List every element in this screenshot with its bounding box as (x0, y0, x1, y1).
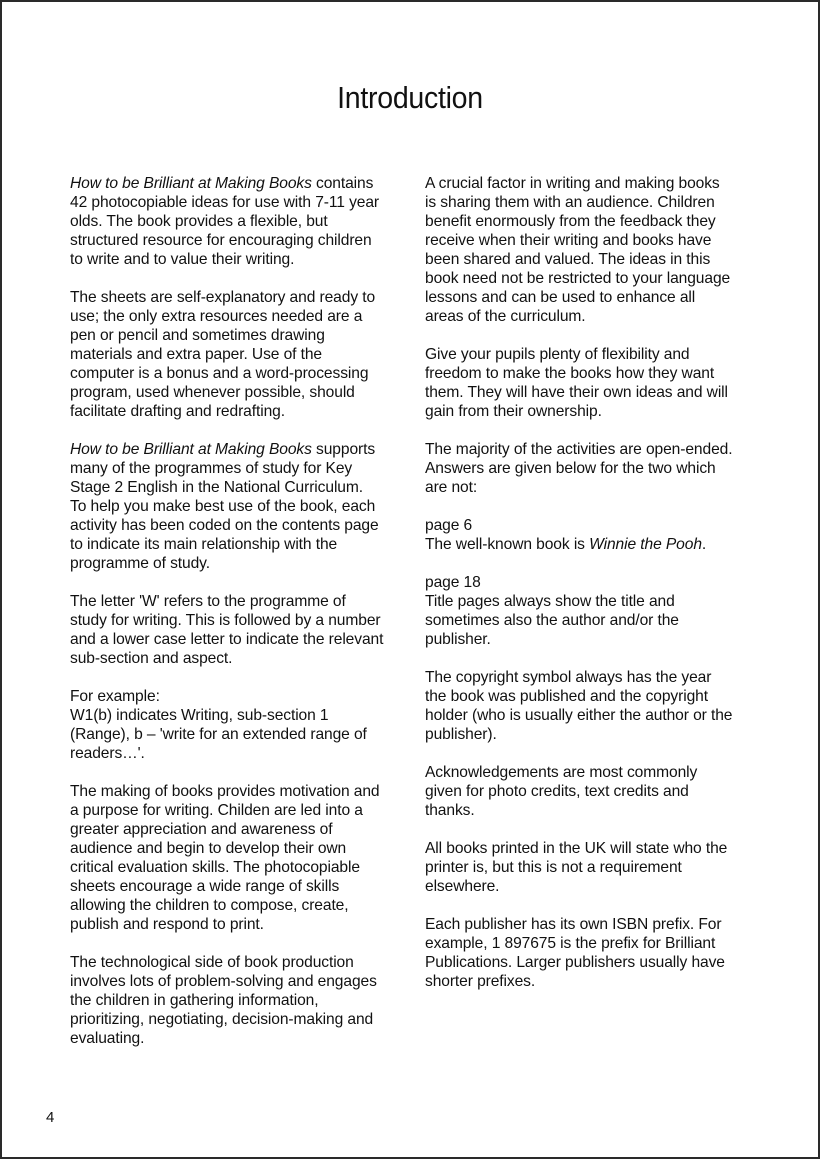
paragraph-example: For example: W1(b) indicates Writing, sub-section 1 (Range), b – 'write for an extended range of readers…'. (70, 688, 367, 762)
right-column (425, 174, 770, 1010)
book-title-italic: Winnie the Pooh (589, 536, 702, 553)
paragraph-letter-w: The letter 'W' refers to the programme of study for writing. This is followed by a number and a lower case letter to indicate the relevant sub-section and aspect. (70, 593, 384, 667)
paragraph-technological: The technological side of book production involves lots of problem-solving and engages the children in gathering information, prioritizing, negotiating, decision-making and evaluating. (70, 954, 377, 1047)
book-title-italic: How to be Brilliant at Making Books (70, 175, 312, 192)
paragraph-curriculum: How to be Brilliant at Making Books supports many of the programmes of study for Key Stage 2 English in the National Curriculum. To help you make best use of the book, each activity has been coded on the contents page to indicate its main relationship with the programme of study. (70, 441, 379, 572)
page-title: Introduction (337, 80, 483, 115)
answer-page-18: page 18 Title pages always show the title and sometimes also the author and/or the publisher. (425, 573, 770, 649)
paragraph-printer: All books printed in the UK will state who the printer is, but this is not a requirement elsewhere. (425, 840, 728, 895)
book-title-italic: How to be Brilliant at Making Books (70, 441, 312, 458)
answer-heading: page 18 (425, 574, 481, 591)
answer-heading: page 6 (425, 517, 473, 534)
paragraph-overview: How to be Brilliant at Making Books contains 42 photocopiable ideas for use with 7-11 year olds. The book provides a flexible, but structured resource for encouraging children to write and to value their writing. (70, 175, 380, 268)
paragraph-flexibility: Give your pupils plenty of flexibility and freedom to make the books how they want them. They will have their own ideas and will gain from their ownership. (425, 346, 728, 420)
paragraph-resources: The sheets are self-explanatory and ready to use; the only extra resources needed are a pen or pencil and sometimes drawing materials and extra paper. Use of the computer is a bonus and a word-processing program, used whenever possible, should facilitate drafting and redrafting. (70, 289, 376, 420)
paragraph-copyright: The copyright symbol always has the year the book was published and the copyright holder (who is usually either the author or the publisher). (425, 669, 733, 743)
answer-page-6: page 6 The well-known book is Winnie the Pooh. (425, 516, 770, 554)
paragraph-motivation: The making of books provides motivation and a purpose for writing. Childen are led into a greater appreciation and awareness of audience and begin to develop their own critical evaluation skills. The photocopiable sheets encourage a wide range of skills allowing the children to compose, create, publish and respond to print. (70, 783, 380, 933)
paragraph-audience: A crucial factor in writing and making books is sharing them with an audience. Children benefit enormously from the feedback they receive when their writing and books have been shared and valued. The ideas in this book need not be restricted to your language lessons and can be used to enhance all areas of the curriculum. (425, 175, 731, 325)
paragraph-acknowledgements: Acknowledgements are most commonly given for photo credits, text credits and thanks. (425, 764, 698, 819)
paragraph-open-ended: The majority of the activities are open-ended. Answers are given below for the two which are not: (425, 441, 733, 496)
left-column (70, 174, 415, 1067)
page-number: 4 (46, 1109, 55, 1126)
paragraph-isbn: Each publisher has its own ISBN prefix. For example, 1 897675 is the prefix for Brilliant Publications. Larger publishers usually have shorter prefixes. (425, 916, 725, 990)
